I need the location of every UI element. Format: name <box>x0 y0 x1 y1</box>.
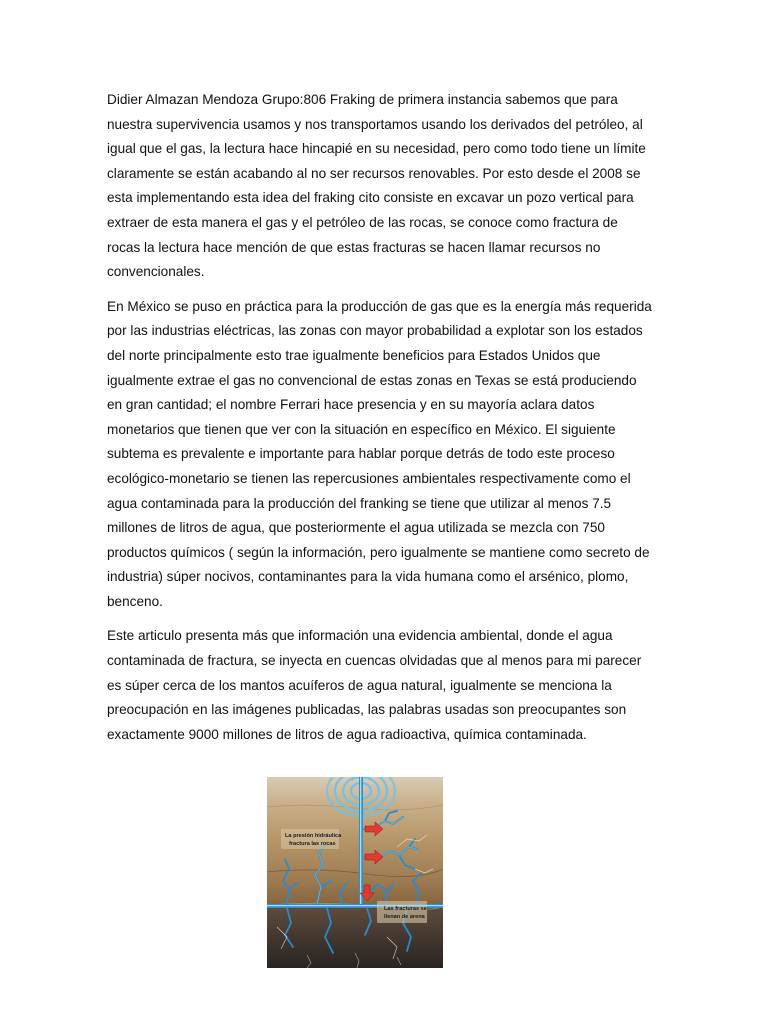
text-line: industria) súper nocivos, contaminantes para la vida humana como el arsénico, plomo, <box>107 569 629 585</box>
text-line: nuestra supervivencia usamos y nos transportamos usando los derivados del petróleo, al <box>107 116 643 132</box>
text-line: agua contaminada para la producción del franking se tiene que utilizar al menos 7.5 <box>107 495 612 511</box>
figure-label-bottom-line1: Las fracturas se <box>384 906 427 912</box>
figure-label-bottom-line2: llenan de arena <box>384 914 425 920</box>
text-line: millones de litros de agua, que posteriormente el agua utilizada se mezcla con 750 <box>107 520 605 536</box>
paragraph-1 <box>107 88 667 285</box>
fracking-illustration <box>267 777 443 968</box>
text-line: igual que el gas, la lectura hace hincapié en su necesidad, pero como todo tiene un límite <box>107 141 646 157</box>
text-line: igualmente extrae el gas no convencional de estas zonas en Texas se está produciendo <box>107 372 637 388</box>
text-line: ecológico-monetario se tienen las repercusiones ambientales respectivamente como el <box>107 470 631 486</box>
text-line: esta implementando esta idea del fraking cito consiste en excavar un pozo vertical para <box>107 190 634 206</box>
text-line: extraer de esta manera el gas y el petróleo de las rocas, se conoce como fractura de <box>107 214 618 230</box>
text-line: benceno. <box>107 593 163 609</box>
figure-label-top-line1: La presión hidráulica <box>285 833 342 839</box>
paragraph-3 <box>107 624 667 747</box>
text-line: Didier Almazan Mendoza Grupo:806 Fraking de primera instancia sabemos que para <box>107 92 618 107</box>
text-line: exactamente 9000 millones de litros de agua radioactiva, química contaminada. <box>107 726 587 742</box>
vertical-well-highlight <box>360 777 361 905</box>
text-line: monetarios que tienen que ver con la situación en específico en México. El siguiente <box>107 421 616 437</box>
text-line: subtema es prevalente e importante para hablar porque detrás de todo este proceso <box>107 446 615 462</box>
text-line: del norte principalmente esto trae igualmente beneficios para Estados Unidos que <box>107 347 601 363</box>
text-line: En México se puso en práctica para la producción de gas que es la energía más requerida <box>107 298 652 314</box>
text-line: rocas la lectura hace mención de que estas fracturas se hacen llamar recursos no <box>107 239 601 255</box>
text-line: es súper cerca de los mantos acuíferos de agua natural, igualmente se menciona la <box>107 677 612 693</box>
text-line: por las industrias eléctricas, las zonas con mayor probabilidad a explotar son los estados <box>107 323 643 339</box>
text-line: en gran cantidad; el nombre Ferrari hace presencia y en su mayoría aclara datos <box>107 397 595 413</box>
figure-label-top-line2: fractura las rocas <box>289 841 336 847</box>
fracking-diagram <box>267 777 443 968</box>
text-line: claramente se están acabando al no ser recursos renovables. Por esto desde el 2008 se <box>107 165 641 181</box>
text-line: contaminada de fractura, se inyecta en cuencas olvidadas que al menos para mi parecer <box>107 653 642 669</box>
text-line: preocupación en las imágenes publicadas, las palabras usadas son preocupantes son <box>107 702 627 718</box>
document-body <box>107 88 667 757</box>
paragraph-2 <box>107 295 667 615</box>
text-line: convencionales. <box>107 264 205 280</box>
text-line: Este articulo presenta más que información una evidencia ambiental, donde el agua <box>107 628 613 644</box>
text-line: productos químicos ( según la información, pero igualmente se mantiene como secreto de <box>107 544 650 560</box>
